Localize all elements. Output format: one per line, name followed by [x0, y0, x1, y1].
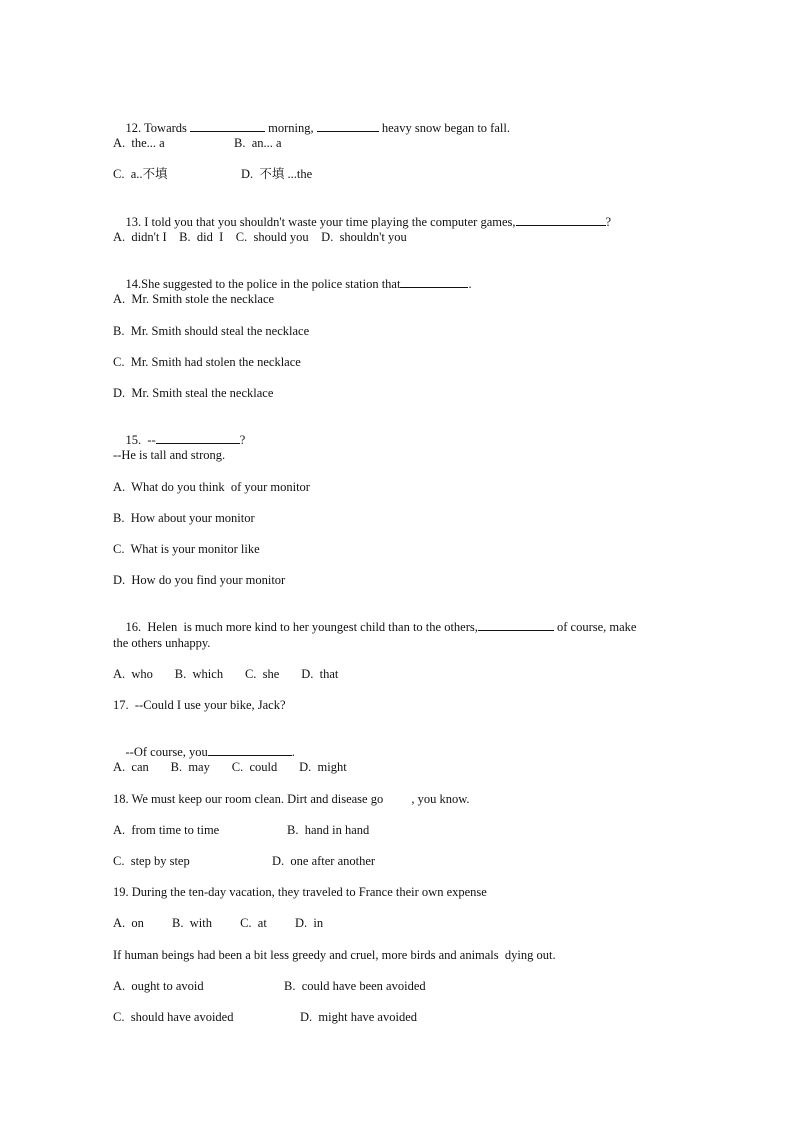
answer-blank [478, 619, 554, 631]
question-13-text-b: ? [605, 215, 612, 229]
answer-blank [516, 214, 606, 226]
question-15-answer: --He is tall and strong. [113, 448, 226, 462]
question-18-stem: 18. We must keep our room clean. Dirt and disease go , you know. [113, 792, 470, 806]
question-13-options: A. didn't I B. did I C. should you D. shouldn't you [113, 230, 407, 244]
option-c: C. a..不填 [113, 167, 168, 181]
question-19-options: A. on B. with C. at D. in [113, 916, 324, 930]
option-a: A. ought to avoid [113, 979, 204, 993]
option-b: B. could have been avoided [284, 979, 426, 993]
answer-blank [156, 432, 240, 444]
option-a: A. Mr. Smith stole the necklace [113, 292, 275, 306]
option-b: B. How about your monitor [113, 511, 255, 525]
option-c: C. step by step [113, 854, 190, 868]
option-d: D. How do you find your monitor [113, 573, 286, 587]
question-17-answer-text-b: . [291, 745, 295, 759]
option-b: B. an... a [234, 136, 282, 150]
answer-blank [190, 120, 265, 132]
answer-blank [400, 276, 468, 288]
answer-blank [208, 744, 292, 756]
question-19-stem: 19. During the ten-day vacation, they traveled to France their own expense [113, 885, 487, 899]
question-12-text-c: heavy snow began to fall. [378, 121, 510, 135]
option-c: C. should have avoided [113, 1010, 234, 1024]
question-13-text-a: 13. I told you that you shouldn't waste your time playing the computer games, [125, 215, 516, 229]
question-16-text-b: of course, make [553, 620, 637, 634]
question-14-text-b: . [468, 277, 472, 291]
option-d: D. one after another [272, 854, 376, 868]
option-b: B. Mr. Smith should steal the necklace [113, 324, 310, 338]
option-d: D. might have avoided [300, 1010, 417, 1024]
question-20-options-row-2 [113, 1009, 417, 1073]
question-20-stem: If human beings had been a bit less greedy and cruel, more birds and animals dying out. [113, 948, 556, 962]
question-16-stem-continued: the others unhappy. [113, 636, 211, 650]
question-17-options: A. can B. may C. could D. might [113, 760, 347, 774]
question-16-options: A. who B. which C. she D. that [113, 667, 339, 681]
option-d: D. Mr. Smith steal the necklace [113, 386, 274, 400]
option-c: C. Mr. Smith had stolen the necklace [113, 355, 301, 369]
option-c: C. What is your monitor like [113, 542, 260, 556]
option-a: A. What do you think of your monitor [113, 480, 310, 494]
option-a: A. from time to time [113, 823, 220, 837]
question-12-text-a: 12. Towards [125, 121, 191, 135]
question-17-stem: 17. --Could I use your bike, Jack? [113, 698, 286, 712]
question-17-answer-text-a: --Of course, you [125, 745, 208, 759]
question-14-text-a: 14.She suggested to the police in the police station that [125, 277, 401, 291]
answer-blank [317, 120, 379, 132]
question-16-text-a: 16. Helen is much more kind to her youngest child than to the others, [125, 620, 478, 634]
question-15-text-b: ? [239, 433, 246, 447]
question-15-text-a: 15. -- [125, 433, 156, 447]
option-a: A. the... a [113, 136, 165, 150]
option-b: B. hand in hand [287, 823, 370, 837]
option-d: D. 不填 ...the [241, 167, 313, 181]
question-12-text-b: morning, [265, 121, 317, 135]
question-12-stem [113, 104, 510, 152]
